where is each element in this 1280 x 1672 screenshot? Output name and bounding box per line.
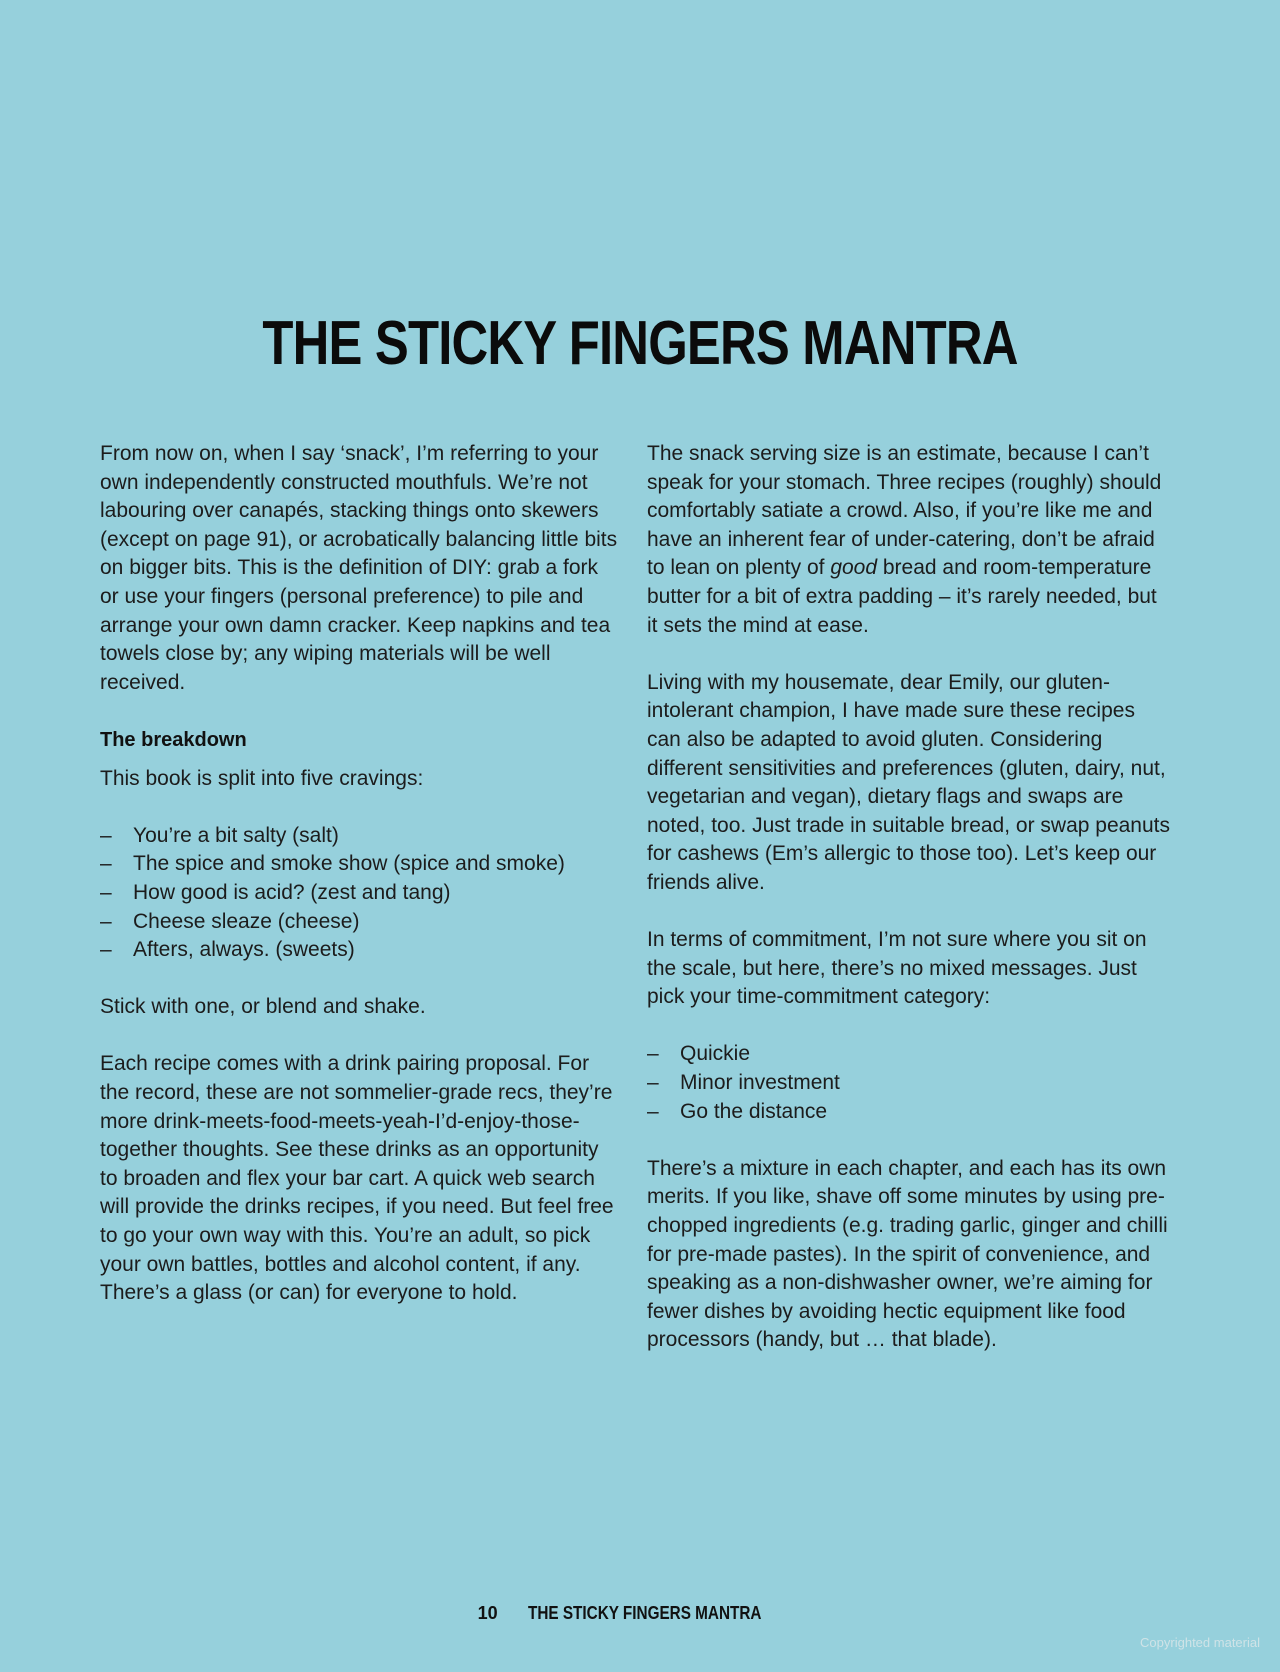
drink-pairing-paragraph: Each recipe comes with a drink pairing proposal. For the record, these are not sommelier-grade recs, they’re more drink-meets-food-meets-yeah-I’d-enjoy-those-together thoughts. See these drinks as an opportunity to broaden and flex your bar cart. A quick web search will provide the drinks recipes, if you need. But feel free to go your own way with this. You’re an adult, so pick your own battles, bottles and alcohol content, if any. There’s a glass (or can) for everyone to hold. (100, 1052, 614, 1305)
list-item: – How good is acid? (zest and tang) (100, 879, 620, 908)
list-item: – Afters, always. (sweets) (100, 936, 620, 965)
gluten-paragraph: Living with my housemate, dear Emily, our gluten-intolerant champion, I have made sure these recipes can also be adapted to avoid gluten. Considering different sensitivities and preferences (gluten, dairy, nut, vegetarian and vegan), dietary flags and swaps are noted, too. Just trade in suitable bread, or swap peanuts for cashews (Em’s allergic to those too). Let’s keep our friends alive. (647, 670, 1171, 894)
list-item: – The spice and smoke show (spice and smoke) (100, 850, 620, 879)
serving-size-paragraph (647, 440, 1172, 640)
mixture-paragraph: There’s a mixture in each chapter, and each has its own merits. If you like, shave off some minutes by using pre-chopped ingredients (e.g. trading garlic, ginger and chilli for pre-made pastes). In the spirit of convenience, and speaking as a non-dishwasher owner, we’re aiming for fewer dishes by avoiding hectic equipment like food processors (handy, but … that blade). (647, 1156, 1168, 1352)
page-footer (0, 1603, 1280, 1624)
emphasis-good: good (830, 556, 878, 580)
cravings-intro: This book is split into five cravings: (100, 766, 424, 790)
commitment-paragraph: In terms of commitment, I’m not sure where you sit on the scale, but here, there’s no mixed messages. Just pick your time-commitment category: (647, 928, 1147, 1009)
list-item: – Minor investment (647, 1069, 1172, 1098)
list-item: – Quickie (647, 1040, 1172, 1069)
blend-paragraph: Stick with one, or blend and shake. (100, 995, 426, 1019)
list-item: – Go the distance (647, 1098, 1172, 1127)
page-title: THE STICKY FINGERS MANTRA (262, 309, 1018, 378)
list-item: – Cheese sleaze (cheese) (100, 908, 620, 937)
serving-size-text-b: bread and room-temperature butter for a bit of extra padding – it’s rarely needed, but it sets the mind at ease. (647, 556, 1157, 637)
list-item: – You’re a bit salty (salt) (100, 822, 620, 851)
commitment-list (647, 1040, 1172, 1126)
cravings-list (100, 822, 620, 965)
section-heading: The breakdown (100, 728, 247, 751)
copyright-watermark: Copyrighted material (1140, 1635, 1260, 1650)
intro-paragraph: From now on, when I say ‘snack’, I’m referring to your own independently constructed mouthfuls. We’re not labouring over canapés, stacking things onto skewers (except on page 91), or acrobatically balancing little bits on bigger bits. This is the definition of DIY: grab a fork or use your fingers (personal preference) to pile and arrange your own damn cracker. Keep napkins and tea towels close by; any wiping materials will be well received. (100, 442, 618, 694)
serving-size-text-a: The snack serving size is an estimate, because I can’t speak for your stomach. Three recipes (roughly) should comfortably satiate a crowd. Also, if you’re like me and have an inherent fear of under-catering, don’t be afraid to lean on plenty of (647, 442, 1162, 580)
right-column (647, 440, 1172, 1384)
page-number: 10 (477, 1603, 498, 1623)
running-title: THE STICKY FINGERS MANTRA (527, 1603, 762, 1623)
left-column (100, 440, 620, 1336)
